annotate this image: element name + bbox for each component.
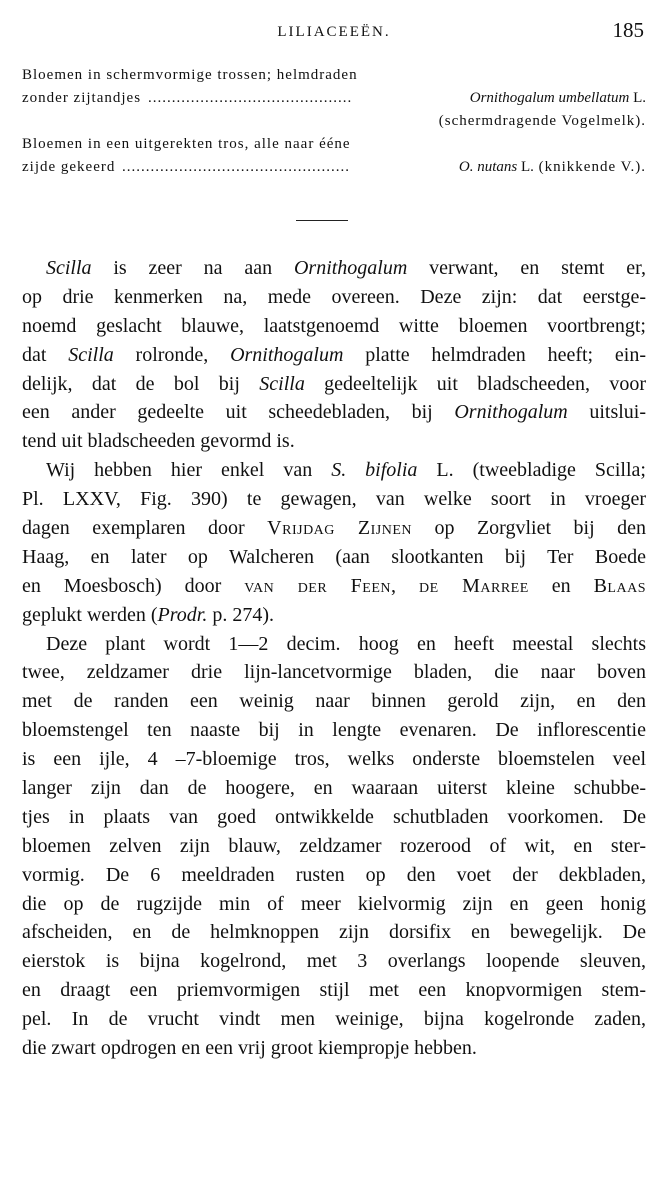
text-line: langer zijn dan de hoogere, en waaraan uiterst kleine schubbe- xyxy=(22,777,646,800)
text-span: geplukt werden ( xyxy=(22,603,158,626)
key-entry-2-line-2 xyxy=(22,156,646,179)
text-line: vormig. De 6 meeldraden rusten op den voet der dekbladen, xyxy=(22,863,646,886)
genus-name: Scilla xyxy=(259,372,305,395)
text-line: Deze plant wordt 1—2 decim. hoog en heeft meestal slechts xyxy=(46,632,646,655)
collector-name: de Marree xyxy=(418,574,529,597)
text-span: dat xyxy=(22,343,69,366)
text-span: gedeeltelijk uit bladscheeden, voor xyxy=(304,372,646,395)
text-span: Wij hebben hier enkel van xyxy=(46,459,332,482)
text-line: tjes in plaats van goed ontwikkelde schutbladen voorkomen. De xyxy=(22,805,646,828)
text-line xyxy=(22,572,646,601)
key-entry-2-taxon-author: L. xyxy=(517,159,534,175)
key-entry-2-description: Bloemen in een uitgerekten tros, alle naar ééne xyxy=(22,136,351,152)
text-span: uitslui- xyxy=(567,401,646,424)
key-entry-2-line-1 xyxy=(22,133,646,156)
text-line: pel. In de vrucht vindt men weinige, bijna kogelronde zaden, xyxy=(22,1008,646,1031)
text-line xyxy=(22,601,646,630)
key-entry-1-leader-dots: ........................................... xyxy=(148,90,353,106)
text-span: , xyxy=(391,574,419,597)
text-span: een ander gedeelte uit scheedebladen, bij xyxy=(22,401,455,424)
text-line: op drie kenmerken na, mede overeen. Deze zijn: dat eerstge- xyxy=(22,285,646,308)
text-line: twee, zeldzamer drie lijn-lancetvormige bladen, die naar boven xyxy=(22,661,646,684)
text-span: rolronde, xyxy=(113,343,231,366)
key-entry-2-taxon xyxy=(459,156,646,179)
species-name: S. bifolia xyxy=(331,459,418,482)
collector-name: van der Feen xyxy=(244,574,391,597)
key-entry-1-taxon xyxy=(470,87,646,110)
genus-name: Ornithogalum xyxy=(293,257,408,279)
key-entry-2-description-cont: zijde gekeerd xyxy=(22,159,116,175)
text-line: is een ijle, 4 –7-bloemige tros, welks onderste bloemstelen veel xyxy=(22,748,646,771)
body-text xyxy=(22,254,646,1063)
key-entry-1-line-2 xyxy=(22,87,646,110)
page-header xyxy=(22,18,646,48)
text-span: p. 274). xyxy=(207,603,275,626)
text-line: die op de rugzijde min of meer kielvormig zijn en geen honig xyxy=(22,892,646,915)
identification-key xyxy=(22,64,646,179)
key-entry-1-common-name: (schermdragende Vogelmelk). xyxy=(438,113,646,129)
text-line: afscheiden, en de helmknoppen zijn dorsifix en bewegelijk. De xyxy=(22,921,646,944)
paragraph-1 xyxy=(22,254,646,456)
text-line xyxy=(22,254,646,283)
key-entry-1-description-cont: zonder zijtandjes xyxy=(22,90,142,106)
text-line: die zwart opdrogen en een vrij groot kiempropje hebben. xyxy=(22,1037,477,1060)
text-line: eierstok is bijna kogelrond, met 3 overlangs loopende sleuven, xyxy=(22,950,646,973)
key-entry-1-line-1 xyxy=(22,64,646,87)
genus-name: Ornithogalum xyxy=(230,343,344,366)
running-head: LILIACEEËN. xyxy=(277,24,391,40)
text-span: en xyxy=(528,574,594,597)
text-line: bloemen zelven zijn blauw, zeldzamer rozerood of wit, en ster- xyxy=(22,834,646,857)
text-span: L. (tweebladige Scilla; xyxy=(417,459,646,482)
key-entry-1-taxon-name: Ornithogalum umbellatum xyxy=(469,90,630,106)
key-entry-2-leader-dots: ................................................ xyxy=(122,159,350,175)
text-span: op Zorgvliet bij den xyxy=(411,517,646,540)
text-line xyxy=(22,341,646,370)
genus-name: Scilla xyxy=(46,257,92,279)
text-span: platte helmdraden heeft; ein- xyxy=(343,343,646,366)
text-line: Pl. LXXV, Fig. 390) te gewagen, van welke soort in vroeger xyxy=(22,488,646,511)
key-entry-1-description: Bloemen in schermvormige trossen; helmdraden xyxy=(22,67,358,83)
key-entry-2-common-name: (knikkende V.). xyxy=(533,159,646,175)
text-line: noemd geslacht blauwe, laatstgenoemd witte bloemen voortbrengt; xyxy=(22,314,646,337)
text-line: bloemstengel ten naaste bij in lengte evenaren. De inflorescentie xyxy=(22,719,646,742)
text-span: verwant, en stemt er, xyxy=(407,257,646,279)
text-span: is zeer na aan xyxy=(91,257,294,279)
text-line xyxy=(22,514,646,543)
reference-title: Prodr. xyxy=(157,603,208,626)
text-span: en Moesbosch) door xyxy=(22,574,245,597)
text-line: en draagt een priemvormigen stijl met een knopvormigen stem- xyxy=(22,979,646,1002)
text-line xyxy=(22,370,646,399)
text-span: delijk, dat de bol bij xyxy=(22,372,260,395)
key-entry-1-taxon-author: L. xyxy=(629,90,646,106)
page-number: 185 xyxy=(612,18,644,42)
text-line: met de randen een weinig naar binnen gerold zijn, en den xyxy=(22,690,646,713)
text-line xyxy=(22,456,646,485)
text-line: tend uit bladscheeden gevormd is. xyxy=(22,430,295,453)
collector-name: Vrijdag Zijnen xyxy=(267,517,412,540)
genus-name: Ornithogalum xyxy=(454,401,568,424)
section-divider xyxy=(296,220,348,221)
text-line xyxy=(22,398,646,427)
genus-name: Scilla xyxy=(68,343,114,366)
paragraph-3 xyxy=(22,630,646,1063)
key-entry-1-line-3 xyxy=(22,110,646,133)
text-span: dagen exemplaren door xyxy=(22,517,268,540)
key-entry-2-taxon-name: O. nutans xyxy=(458,159,518,175)
collector-name: Blaas xyxy=(593,574,646,597)
paragraph-2 xyxy=(22,456,646,629)
text-line: Haag, en later op Walcheren (aan slootkanten bij Ter Boede xyxy=(22,545,646,568)
